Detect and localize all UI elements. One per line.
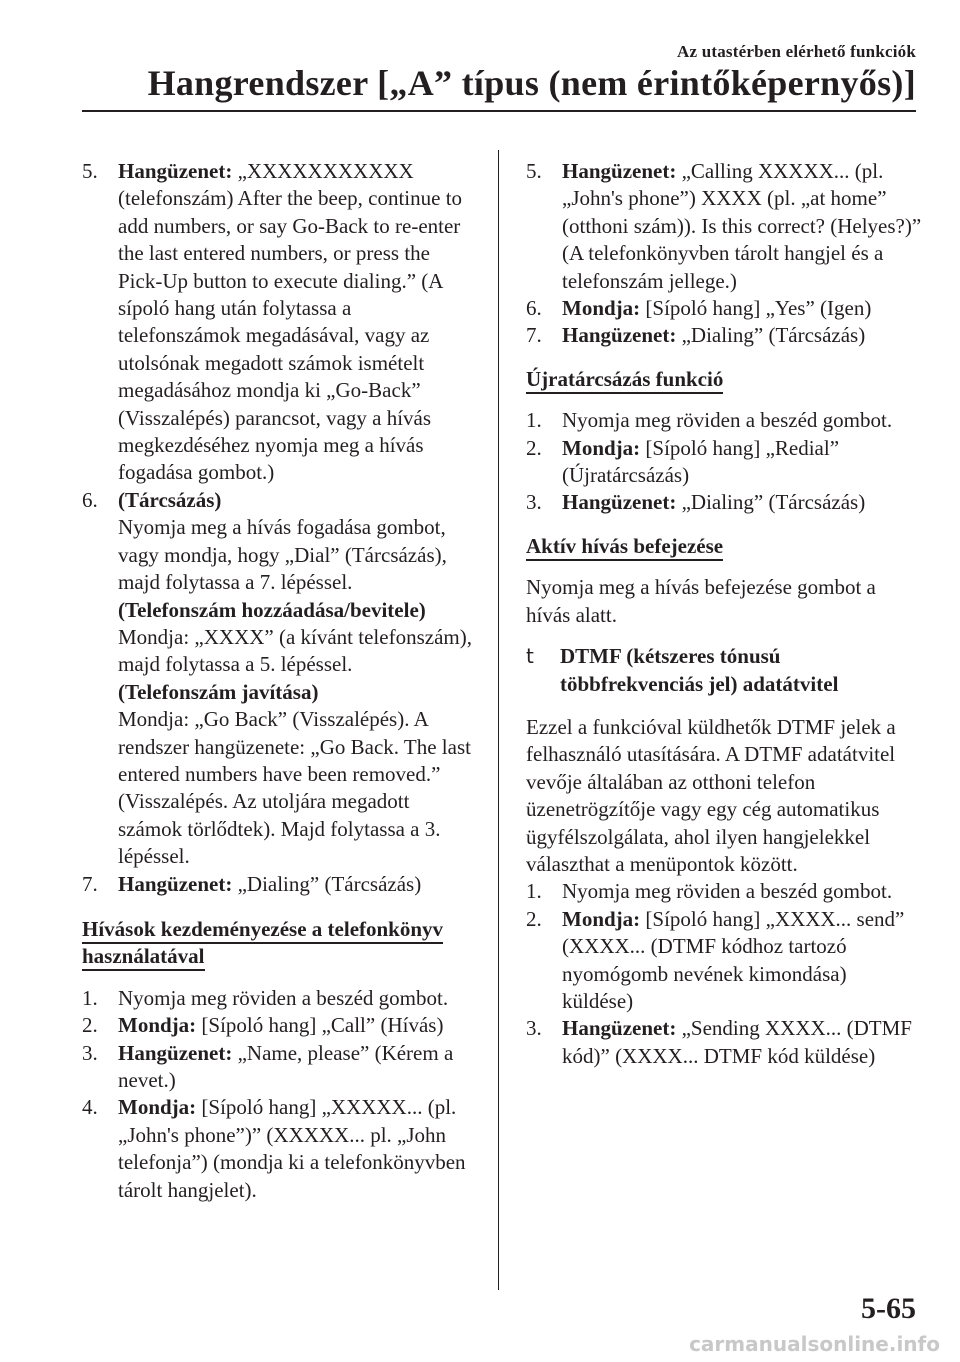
step-number: 2. — [526, 906, 542, 931]
step-text: „Name, please” (Kérem a nevet.) — [118, 1040, 454, 1092]
section-heading-text: Aktív hívás befejezése — [526, 534, 723, 561]
step-number: 6. — [526, 296, 542, 321]
left-column — [82, 158, 474, 1204]
step-label: (Tárcsázás) — [118, 487, 222, 512]
step-number: 7. — [526, 323, 542, 348]
section-heading — [82, 916, 474, 971]
list-item — [526, 489, 922, 516]
list-item — [526, 407, 922, 434]
list-item — [82, 1012, 474, 1039]
step-text: Nyomja meg a hívás fogadása gombot, vagy mondja, hogy „Dial” (Tárcsázás), majd folytassa a 7. lépéssel. — [118, 515, 447, 595]
step-text: „Dialing” (Tárcsázás) — [676, 323, 866, 348]
step-label: Hangüzenet: — [562, 490, 677, 515]
step-label: Hangüzenet: — [562, 323, 677, 348]
section-marker-icon: t — [526, 644, 534, 669]
step-number: 4. — [82, 1095, 98, 1120]
step-text: „XXXXXXXXXXX (telefonszám) After the beep, continue to add numbers, or say Go-Back to re-enter the last entered numbers, or press the Pick-Up button to execute dialing.” (A sípoló hang után folytassa a telefonszámok megadásával, vagy az utolsónak megadott számok ismételt megadásához mondja ki „Go-Back” (Visszalépés) parancsot, vagy a hívás megkezdéséhez nyomja meg a hívás fogadása gombot.) — [118, 159, 463, 485]
step-text: „Dialing” (Tárcsázás) — [232, 871, 422, 896]
column-divider — [498, 150, 499, 1290]
step-text: „Dialing” (Tárcsázás) — [676, 490, 866, 515]
step-label: Mondja: — [562, 435, 641, 460]
step-number: 1. — [82, 985, 98, 1010]
header-section: Az utastérben elérhető funkciók — [677, 42, 916, 61]
step-label: Mondja: — [562, 906, 641, 931]
section-heading-text: Újratárcsázás funkció — [526, 367, 723, 394]
list-item — [526, 295, 922, 322]
step-label: Mondja: — [118, 1095, 197, 1120]
step-text: Nyomja meg röviden a beszéd gombot. — [118, 985, 449, 1010]
step-text: Nyomja meg röviden a beszéd gombot. — [562, 879, 893, 904]
page-title: Hangrendszer [„A” típus (nem érintőképernyős)] — [147, 63, 916, 103]
watermark: carmanualsonline.info — [689, 1332, 940, 1356]
step-text: [Sípoló hang] „Redial” (Újratárcsázás) — [562, 435, 840, 488]
step-text: [Sípoló hang] „Yes” (Igen) — [640, 296, 872, 321]
dtmf-heading-text: DTMF (kétszeres tónusú többfrekvenciás jel) adatátvitel — [560, 644, 839, 696]
sub-text: Mondja: „Go Back” (Visszalépés). A rendszer hangüzenete: „Go Back. The last entered numbers have been removed.” (Visszalépés. Az utoljára megadott számok törlődtek). Majd folytassa a 3. lépéssel. — [118, 707, 471, 869]
step-number: 6. — [82, 487, 98, 512]
header-rule — [82, 110, 916, 112]
list-item — [526, 322, 922, 349]
page-number: 5-65 — [861, 1292, 916, 1325]
paragraph: Ezzel a funkcióval küldhetők DTMF jelek a felhasználó utasítására. A DTMF adatátvitel vevője általában az otthoni telefon üzenetrögzítője vagy egy cég automatikus ügyfélszolgálata, ahol ilyen hangjelekkel választhat a menüpontok között. — [526, 714, 896, 876]
paragraph: Nyomja meg a hívás befejezése gombot a hívás alatt. — [526, 575, 876, 627]
step-number: 3. — [82, 1040, 98, 1065]
section-heading — [526, 366, 922, 393]
step-6 — [82, 487, 474, 871]
list-item — [526, 906, 922, 1016]
step-number: 5. — [526, 159, 542, 183]
sub-label: (Telefonszám javítása) — [118, 679, 319, 704]
step-text: [Sípoló hang] „XXXXX... (pl. „John's phone”)” (XXXXX... pl. „John telefonja”) (mondja ki a telefonkönyvben tárolt hangjelet). — [118, 1095, 466, 1202]
list-item — [82, 985, 474, 1012]
sub-text: Mondja: „XXXX” (a kívánt telefonszám), majd folytassa a 5. lépéssel. — [118, 624, 472, 677]
step-number: 3. — [526, 490, 542, 515]
list-item — [526, 878, 922, 905]
step-number: 7. — [82, 871, 98, 896]
step-label: Hangüzenet: — [562, 1016, 677, 1041]
step-number: 3. — [526, 1016, 542, 1041]
sub-label: (Telefonszám hozzáadása/bevitele) — [118, 597, 426, 622]
right-column — [526, 158, 922, 1070]
step-label: Hangüzenet: — [562, 159, 677, 183]
step-number: 5. — [82, 159, 98, 183]
step-number: 2. — [526, 435, 542, 460]
list-item — [526, 1015, 922, 1070]
step-label: Mondja: — [562, 296, 641, 321]
list-item — [526, 158, 922, 295]
step-text: „Sending XXXX... (DTMF kód)” (XXXX... DTMF kód küldése) — [562, 1016, 912, 1068]
step-number: 1. — [526, 408, 542, 433]
list-item — [82, 1040, 474, 1095]
list-item — [82, 1094, 474, 1204]
list-item — [526, 435, 922, 490]
step-number: 2. — [82, 1013, 98, 1038]
step-text: [Sípoló hang] „Call” (Hívás) — [196, 1013, 444, 1038]
step-number: 1. — [526, 879, 542, 904]
step-text: „Calling XXXXX... (pl. „John's phone”) XXXX (pl. „at home” (otthoni szám)). Is this correct? (Helyes?)” (A telefonkönyvben tárolt hangjel és a telefonszám jellege.) — [562, 159, 922, 293]
section-heading — [526, 533, 922, 560]
section-heading-text: Hívások kezdeményezése a telefonkönyv használatával — [82, 917, 443, 971]
step-5 — [82, 158, 474, 487]
step-label: Hangüzenet: — [118, 159, 233, 183]
step-text: [Sípoló hang] „XXXX... send” (XXXX... (DTMF kódhoz tartozó nyomógomb nevének kimondása) küldése) — [562, 906, 905, 1013]
step-7 — [82, 871, 474, 898]
step-text: Nyomja meg röviden a beszéd gombot. — [562, 408, 893, 433]
step-label: Hangüzenet: — [118, 871, 233, 896]
dtmf-heading — [526, 643, 922, 698]
step-label: Hangüzenet: — [118, 1040, 233, 1065]
step-label: Mondja: — [118, 1013, 197, 1038]
